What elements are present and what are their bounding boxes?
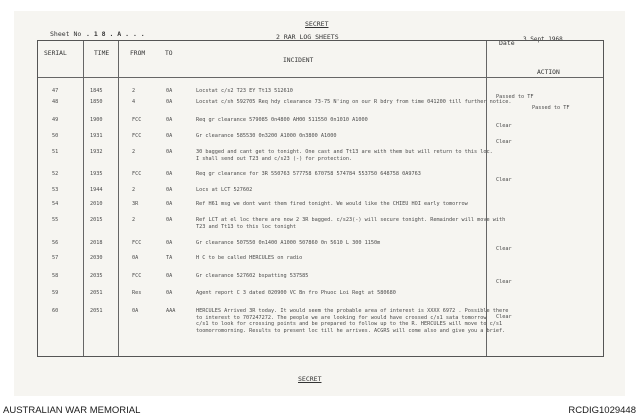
archive-record-id: RCDIG1029448 <box>568 405 636 416</box>
row-time: 2015 <box>90 217 103 223</box>
row-incident-line: Gr clearance 527602 bspatting 537585 <box>196 273 309 279</box>
col-divider <box>83 41 84 356</box>
date-label: Date <box>499 39 515 47</box>
archive-name: AUSTRALIAN WAR MEMORIAL <box>3 405 141 416</box>
row-to: 0A <box>166 290 173 296</box>
row-time: 1850 <box>90 99 103 105</box>
row-incident-line: Gr clearance 507550 0n1400 A1000 507860 0n 5610 L 300 1150m <box>196 240 381 246</box>
row-from: FCC <box>132 240 142 246</box>
row-serial: 51 <box>52 149 59 155</box>
row-to: 0A <box>166 217 173 223</box>
row-serial: 58 <box>52 273 59 279</box>
row-incident-line: HERCULES Arrived 3R today. It would seem the probable area of interest is XXXX 6972 . Possible there <box>196 308 509 314</box>
row-action: Passed to TF <box>532 105 570 111</box>
row-time: 1900 <box>90 117 103 123</box>
row-from: 4 <box>132 99 136 105</box>
row-action: Clear <box>496 123 512 129</box>
row-time: 2030 <box>90 255 103 261</box>
row-from: 0A <box>132 255 139 261</box>
log-title: 2 RAR LOG SHEETS <box>276 33 339 41</box>
col-divider <box>118 41 119 356</box>
row-time: 2035 <box>90 273 103 279</box>
row-incident-line: Locstat c/s2 T23 EY Tt13 512610 <box>196 88 293 94</box>
date-value: 3 Sept 1968 <box>523 36 563 43</box>
row-to: 0A <box>166 273 173 279</box>
row-incident-line: toomorromorning. Results to present loc till he arrives. ACGRS will come also and give you a brief. <box>196 327 506 334</box>
row-from: FCC <box>132 171 142 177</box>
row-action: Clear <box>496 246 512 252</box>
row-serial: 56 <box>52 240 59 246</box>
header-classification: SECRET <box>305 20 329 28</box>
row-time: 1932 <box>90 149 103 155</box>
row-serial: 48 <box>52 99 59 105</box>
row-from: FCC <box>132 133 142 139</box>
row-to: 0A <box>166 133 173 139</box>
row-time: 1931 <box>90 133 103 139</box>
sheet-label: Sheet No <box>50 30 82 38</box>
row-time: 2018 <box>90 240 103 246</box>
row-time: 1845 <box>90 88 103 94</box>
row-serial: 50 <box>52 133 59 139</box>
row-incident-line: Gr clearance 585530 0n3200 A1000 0n3800 A1000 <box>196 133 337 139</box>
row-from: 2 <box>132 149 136 155</box>
row-serial: 54 <box>52 201 59 207</box>
row-action: Clear <box>496 139 512 145</box>
col-header-incident: INCIDENT <box>283 57 314 64</box>
row-from: 3R <box>132 201 139 207</box>
row-time: 2051 <box>90 308 103 314</box>
row-action: Clear <box>496 279 512 285</box>
row-to: TA <box>166 255 173 261</box>
row-serial: 52 <box>52 171 59 177</box>
row-serial: 55 <box>52 217 59 223</box>
row-from: 2 <box>132 88 136 94</box>
row-to: AAA <box>166 308 176 314</box>
col-header-serial: SERIAL <box>44 50 67 57</box>
row-time: 1935 <box>90 171 103 177</box>
row-from: 2 <box>132 217 136 223</box>
row-incident-line: Ref LCT at el loc there are now 2 3R bagged. c/s23(-) will secure tonight. Remainder will move with <box>196 217 506 223</box>
row-incident-line: I shall send out T23 and c/s23 (-) for protection. <box>196 155 353 162</box>
row-from: 0A <box>132 308 139 314</box>
col-header-time: TIME <box>94 50 110 57</box>
row-action: Clear <box>496 177 512 183</box>
row-incident-line: Locstat c/sh 592705 Req hdy clearance 73-75 N'ing on our R bdry from time 041200 till further notice. <box>196 99 512 105</box>
footer-classification: SECRET <box>298 375 322 383</box>
row-incident-line: 30 bagged and cant get to tonight. One cast and Tt13 are with them but will return to this loc. <box>196 149 493 155</box>
row-incident-line: Locs at LCT 527602 <box>196 187 253 193</box>
row-serial: 47 <box>52 88 59 94</box>
sheet-number: . 1 8 . A . . . <box>86 30 145 38</box>
row-incident-line: Req gr clearance for 3R 550763 577758 670758 574784 553750 648758 0A9763 <box>196 171 421 177</box>
row-action: Passed to TF <box>496 94 534 100</box>
row-from: FCC <box>132 273 142 279</box>
row-from: Res <box>132 290 142 296</box>
row-incident-line: Ref H61 msg we dont want them fired tonight. We would like the CHIEU HOI early tomorrow <box>196 201 468 207</box>
row-serial: 53 <box>52 187 59 193</box>
row-to: 0A <box>166 99 173 105</box>
row-to: 0A <box>166 117 173 123</box>
row-incident-line: Req gr clearance 579085 0n4800 AH00 511550 0n1010 A1000 <box>196 117 368 123</box>
col-header-from: FROM <box>130 50 146 57</box>
archive-footer <box>0 402 639 419</box>
row-action: Clear <box>496 314 512 320</box>
row-incident-line: Agent report C 3 dated 020900 VC Bn fro Phuoc Loi Regt at 580680 <box>196 290 396 296</box>
row-serial: 60 <box>52 308 59 314</box>
row-time: 1944 <box>90 187 103 193</box>
row-to: 0A <box>166 240 173 246</box>
row-time: 2010 <box>90 201 103 207</box>
log-table <box>37 40 604 357</box>
row-incident-line: H C to be called HERCULES on radio <box>196 255 303 261</box>
row-to: 0A <box>166 88 173 94</box>
col-header-action: ACTION <box>537 69 560 76</box>
col-header-to: TO <box>165 50 173 57</box>
row-serial: 59 <box>52 290 59 296</box>
row-to: 0A <box>166 171 173 177</box>
row-incident-line: to interest to 707247272. The people we are looking for would have crossed c/s1 sata tomorrow <box>196 314 487 321</box>
row-from: FCC <box>132 117 142 123</box>
row-to: 0A <box>166 187 173 193</box>
row-time: 2051 <box>90 290 103 296</box>
row-from: 2 <box>132 187 136 193</box>
row-serial: 49 <box>52 117 59 123</box>
row-to: 0A <box>166 201 173 207</box>
row-incident-line: c/s1 to look for crossing points and be prepared to follow up to the R. HERCULES will move to c/s1 <box>196 321 503 327</box>
row-incident-line: T23 and Tt13 to this loc tonight <box>196 223 296 230</box>
header-divider <box>38 77 603 78</box>
row-serial: 57 <box>52 255 59 261</box>
row-to: 0A <box>166 149 173 155</box>
